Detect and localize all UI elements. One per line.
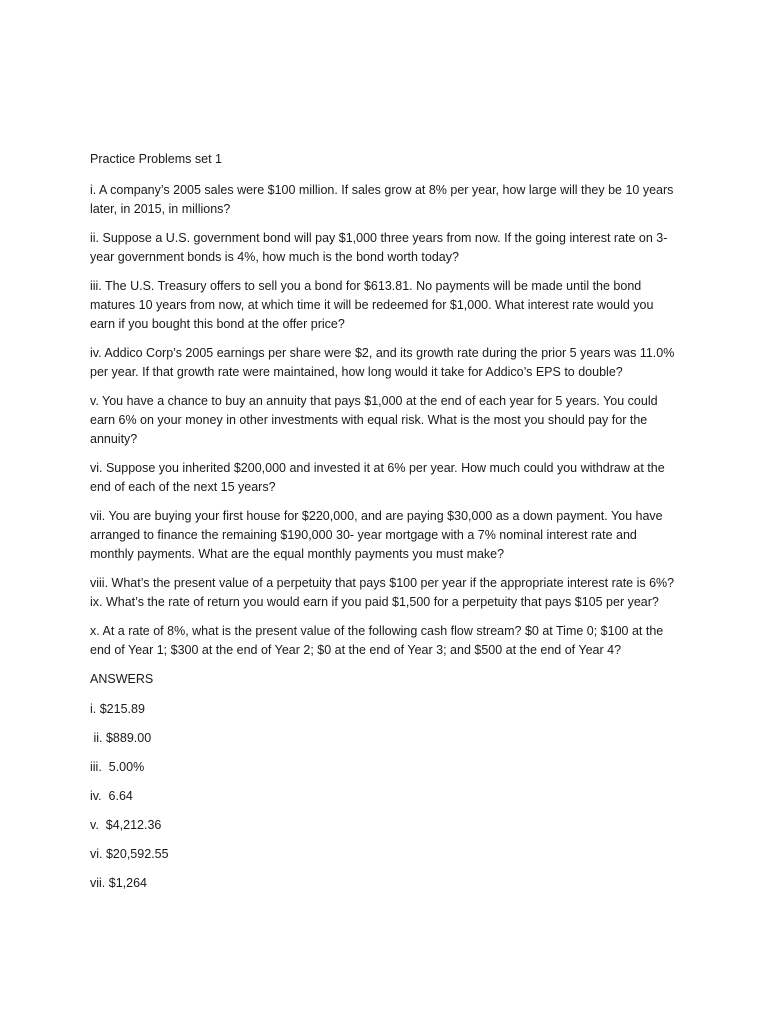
document-page (90, 150, 680, 903)
problem-3: iii. The U.S. Treasury offers to sell you a bond for $613.81. No payments will be made until the bond matures 10 years from now, at which time it will be redeemed for $1,000. What interest rate would you earn if you bought this bond at the offer price? (90, 279, 654, 331)
problem-9: ix. What’s the rate of return you would earn if you paid $1,500 for a perpetuity that pays $105 per year? (90, 595, 659, 609)
answer-5: v. $4,212.36 (90, 818, 162, 832)
document-title: Practice Problems set 1 (90, 152, 222, 166)
answers-heading: ANSWERS (90, 672, 154, 686)
problem-10: x. At a rate of 8%, what is the present value of the following cash flow stream? $0 at Time 0; $100 at the end of Year 1; $300 at the end of Year 2; $0 at the end of Year 3; and $500 at the end of Year 4? (90, 624, 664, 657)
problem-2: ii. Suppose a U.S. government bond will pay $1,000 three years from now. If the going interest rate on 3-year government bonds is 4%, how much is the bond worth today? (90, 231, 668, 264)
answer-2: ii. $889.00 (90, 731, 152, 745)
answer-6: vi. $20,592.55 (90, 847, 169, 861)
problem-4: iv. Addico Corp’s 2005 earnings per share were $2, and its growth rate during the prior 5 years was 11.0% per year. If that growth rate were maintained, how long would it take for Addico’s EPS to double? (90, 346, 675, 379)
answer-7: vii. $1,264 (90, 876, 147, 890)
problem-7: vii. You are buying your first house for $220,000, and are paying $30,000 as a down payment. You have arranged to finance the remaining $190,000 30- year mortgage with a 7% nominal interest rate and monthly payments. What are the equal monthly payments you must make? (90, 509, 663, 561)
problem-6: vi. Suppose you inherited $200,000 and invested it at 6% per year. How much could you withdraw at the end of each of the next 15 years? (90, 461, 665, 494)
problem-5: v. You have a chance to buy an annuity that pays $1,000 at the end of each year for 5 years. You could earn 6% on your money in other investments with equal risk. What is the most you should pay for the annuity? (90, 394, 658, 446)
answer-4: iv. 6.64 (90, 789, 133, 803)
answer-1: i. $215.89 (90, 702, 145, 716)
problem-1: i. A company’s 2005 sales were $100 million. If sales grow at 8% per year, how large will they be 10 years later, in 2015, in millions? (90, 183, 674, 216)
problem-8: viii. What’s the present value of a perpetuity that pays $100 per year if the appropriate interest rate is 6%? (90, 576, 675, 590)
answer-3: iii. 5.00% (90, 760, 145, 774)
